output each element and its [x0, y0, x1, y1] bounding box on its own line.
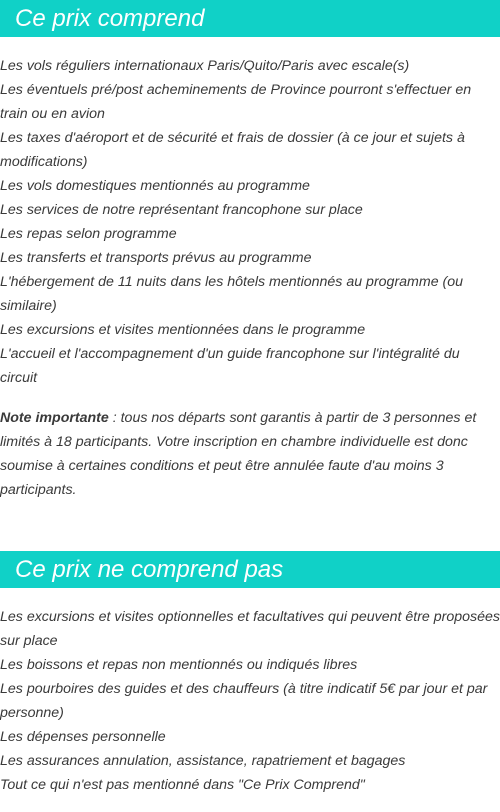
list-item: Les éventuels pré/post acheminements de Province pourront s'effectuer en train ou en avion: [0, 82, 472, 122]
list-item: L'accueil et l'accompagnement d'un guide francophone sur l'intégralité du circuit: [0, 346, 460, 386]
section-not-included: [0, 551, 500, 797]
list-item: Les boissons et repas non mentionnés ou indiqués libres: [0, 657, 358, 673]
list-item: Les services de notre représentant francophone sur place: [0, 202, 363, 218]
list-item: Les vols domestiques mentionnés au programme: [0, 178, 310, 194]
note-text: : tous nos départs sont garantis à partir de 3 personnes et limités à 18 participants. Votre inscription en chambre individuelle est donc soumise à certaines conditions et peut être annulée faute d'au moins 3 participants.: [0, 410, 477, 498]
list-item: Les vols réguliers internationaux Paris/Quito/Paris avec escale(s): [0, 58, 410, 74]
list-item: Les repas selon programme: [0, 226, 177, 242]
important-note: [0, 406, 500, 502]
list-item: Les transferts et transports prévus au programme: [0, 250, 312, 266]
section-title-not-included: Ce prix ne comprend pas: [0, 551, 500, 588]
not-included-list: [0, 605, 500, 797]
list-item: Les excursions et visites optionnelles et facultatives qui peuvent être proposées sur place: [0, 609, 500, 649]
list-item: Les assurances annulation, assistance, rapatriement et bagages: [0, 753, 406, 769]
included-list: [0, 54, 500, 390]
section-title-included: Ce prix comprend: [0, 0, 500, 37]
list-item: Les dépenses personnelle: [0, 729, 166, 745]
list-item: Les taxes d'aéroport et de sécurité et frais de dossier (à ce jour et sujets à modifications): [0, 130, 465, 170]
list-item: Tout ce qui n'est pas mentionné dans "Ce Prix Comprend": [0, 777, 365, 793]
list-item: L'hébergement de 11 nuits dans les hôtels mentionnés au programme (ou similaire): [0, 274, 464, 314]
list-item: Les pourboires des guides et des chauffeurs (à titre indicatif 5€ par jour et par personne): [0, 681, 488, 721]
note-label: Note importante: [0, 410, 109, 426]
list-item: Les excursions et visites mentionnées dans le programme: [0, 322, 366, 338]
